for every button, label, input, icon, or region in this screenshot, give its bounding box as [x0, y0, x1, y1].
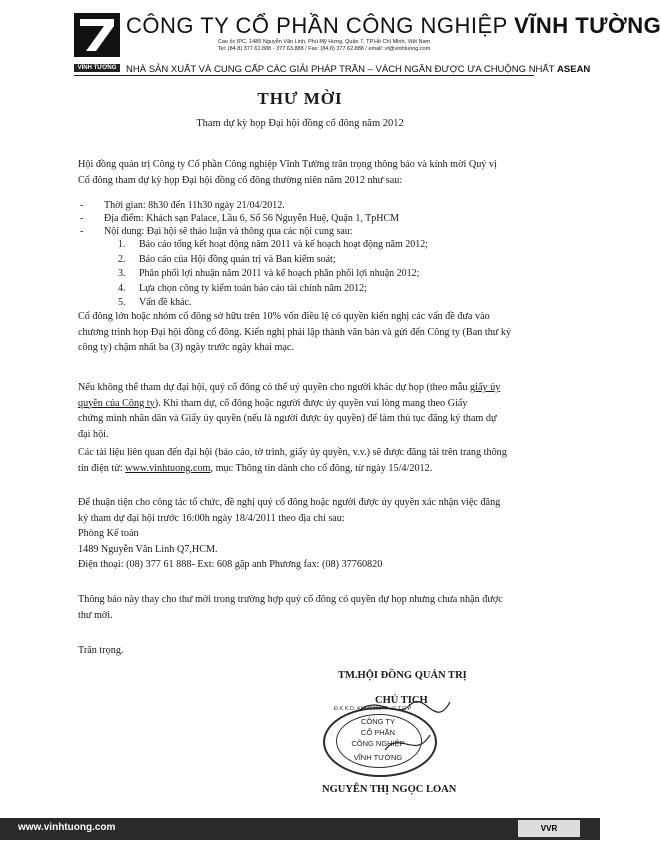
proposal-line: công ty) chậm nhất ba (3) ngày trước ngày khai mạc. [78, 342, 294, 353]
proxy-text: Nếu không thể tham dự đại hội, quý cổ đông có thể uỷ quyền cho người khác dự họp (theo mẫu [78, 382, 471, 393]
agenda-text: Phân phối lợi nhuận năm 2011 và kế hoạch phân phối lợi nhuận 2012; [139, 268, 420, 279]
seal-text: CÔNG TY [360, 717, 396, 726]
proposal-paragraph [78, 309, 511, 356]
address-line-1: Cao ốc IPC, 1489 Nguyễn Văn Linh, Phú Mỹ Hưng, Quận 7, TP.Hồ Chí Minh, Việt Nam [217, 39, 431, 45]
agenda-number: 1. [118, 239, 126, 250]
signature-org: TM.HỘI ĐỒNG QUẢN TRỊ [338, 670, 467, 681]
header-divider [74, 75, 534, 76]
slogan-bold: ASEAN [557, 64, 591, 75]
address-line-2: Tel: (84.8) 377.61.888 - 377.63.888 / Fax: (84.8) 377.62.888 / email: vt@vinhtuong.com [217, 46, 431, 52]
agenda-item [118, 267, 428, 282]
confirm-line: Điện thoại: (08) 377 61 888- Ext: 608 gặp anh Phương fax: (08) 37760820 [78, 559, 383, 570]
closing-text: Trân trọng. [78, 645, 124, 656]
notice-line: thư mời. [78, 609, 113, 621]
company-slogan [126, 64, 590, 75]
signature-role: CHỦ TỊCH [375, 695, 428, 706]
proxy-paragraph [78, 380, 500, 442]
intro-line: Cổ đông tham dự kỳ họp Đại hội đồng cổ đông thường niên năm 2012 như sau: [78, 174, 403, 186]
slogan-text: NHÀ SẢN XUẤT VÀ CUNG CẤP CÁC GIẢI PHÁP TRẦN – VÁCH NGĂN ĐƯỢC ƯA CHUỘNG NHẤT [126, 64, 558, 75]
agenda-item [118, 253, 428, 268]
confirm-line: ký tham dự đại hội trước 16:00h ngày 18/4/2011 theo địa chỉ sau: [78, 512, 345, 524]
proxy-line [78, 380, 500, 396]
notice-line: Thông báo này thay cho thư mời trong trường hợp quý cổ đông có quyền dự họp nhưng chưa nhận được [78, 594, 503, 605]
company-address [204, 39, 444, 53]
proxy-line: chứng minh nhân dân và Giấy ủy quyền (nếu là người được ủy quyền) để làm thủ tục đăng ký tham dự [78, 413, 497, 424]
agenda-number: 5. [118, 297, 126, 308]
company-name [126, 13, 661, 39]
seal-registration: Đ.K.K.D. 4103003977 - C.T.C.P [334, 706, 412, 712]
proxy-text: ). Khi tham dự, cổ đông hoặc người được ủy quyền vui lòng mang theo Giấy [154, 397, 468, 409]
agenda-text: Báo cáo của Hội đồng quản trị và Ban kiểm soát; [139, 253, 336, 265]
proposal-line: chương trình họp Đại hội đồng cổ đông. Kiến nghị phải lập thành văn bản và gửi đến Công ty (Ban thư ký [78, 326, 512, 338]
confirm-line: 1489 Nguyễn Văn Linh Q7,HCM. [78, 543, 218, 555]
documents-line [78, 461, 507, 477]
agenda-text: Báo cáo tổng kết hoạt động năm 2011 và kế hoạch hoạt động năm 2012; [139, 239, 429, 250]
agenda-text: Vấn đề khác. [139, 297, 192, 308]
proxy-form-link[interactable]: giấy ủy [470, 382, 501, 393]
bullet-dash: - [80, 213, 84, 224]
letter-subtitle: Tham dự kỳ họp Đại hội đồng cổ đông năm 2012 [196, 118, 404, 129]
signatory-name: NGUYỄN THỊ NGỌC LOAN [322, 784, 457, 795]
agenda-number: 4. [118, 282, 126, 294]
agenda-item [118, 282, 428, 297]
documents-text: tin điện tử: [78, 462, 126, 474]
notice-paragraph [78, 592, 503, 623]
agenda-text: Lựa chọn công ty kiểm toán báo cáo tài chính năm 2012; [139, 282, 367, 294]
seal-text: VĨNH TƯỜNG [353, 753, 403, 762]
company-logo [74, 13, 120, 57]
bullet-content: Nội dung: Đại hội sẽ thảo luận và thông qua các nội cung sau: [104, 226, 353, 237]
intro-paragraph [78, 157, 497, 188]
logo-tag: VĨNH TƯỜNG [74, 64, 120, 72]
bullet-place: Địa điểm: Khách sạn Palace, Lầu 6, Số 56 Nguyễn Huệ, Quận 1, TpHCM [104, 213, 400, 224]
agenda-list [118, 238, 428, 311]
proposal-line: Cổ đông lớn hoặc nhóm cổ đông sở hữu trên 10% vốn điều lệ có quyền kiến nghị các vấn đề đưa vào [78, 311, 490, 322]
intro-line: Hội đồng quản trị Công ty Cổ phần Công nghiệp Vĩnh Tường trân trọng thông báo và kính mời Quý vị [78, 159, 497, 170]
logo-mark-icon [74, 13, 120, 57]
seal-text: CỔ PHẦN [360, 728, 396, 737]
confirm-paragraph [78, 495, 500, 573]
confirm-line: Để thuận tiện cho công tác tổ chức, đề nghị quý cổ đông hoặc người được ủy quyền xác nhận việc đăng [78, 497, 501, 508]
bullet-dash: - [80, 200, 84, 211]
company-name-brand: VĨNH TƯỜNG [514, 13, 661, 38]
letter-title: THƯ MỜI [257, 89, 343, 108]
footer-badge: VVR [518, 820, 580, 837]
documents-text: , mục Thông tin dành cho cổ đông, từ ngày 15/4/2012. [210, 462, 433, 474]
agenda-number: 3. [118, 268, 126, 279]
agenda-item [118, 238, 428, 253]
company-name-prefix: CÔNG TY CỔ PHẦN CÔNG NGHIỆP [126, 13, 515, 38]
proxy-form-link[interactable]: quyền của Công ty [78, 397, 155, 409]
proxy-line [78, 396, 500, 412]
footer-website-link[interactable]: www.vinhtuong.com [18, 822, 116, 833]
seal-text: CÔNG NGHIỆP [351, 739, 405, 748]
confirm-line: Phòng Kế toán [78, 528, 139, 539]
proxy-line: đại hội. [78, 428, 109, 440]
bullet-time: Thời gian: 8h30 đến 11h30 ngày 21/04/2012. [104, 200, 285, 211]
bullet-dash: - [80, 226, 84, 237]
website-link[interactable]: www.vinhtuong.com [125, 462, 211, 474]
handwritten-signature-icon [355, 690, 475, 770]
documents-paragraph [78, 445, 507, 476]
documents-line: Các tài liệu liên quan đến đại hội (báo cáo, tờ trình, giấy ủy quyền, v.v.) sẽ được đăng tải trên trang thông [78, 447, 507, 458]
agenda-number: 2. [118, 253, 126, 265]
